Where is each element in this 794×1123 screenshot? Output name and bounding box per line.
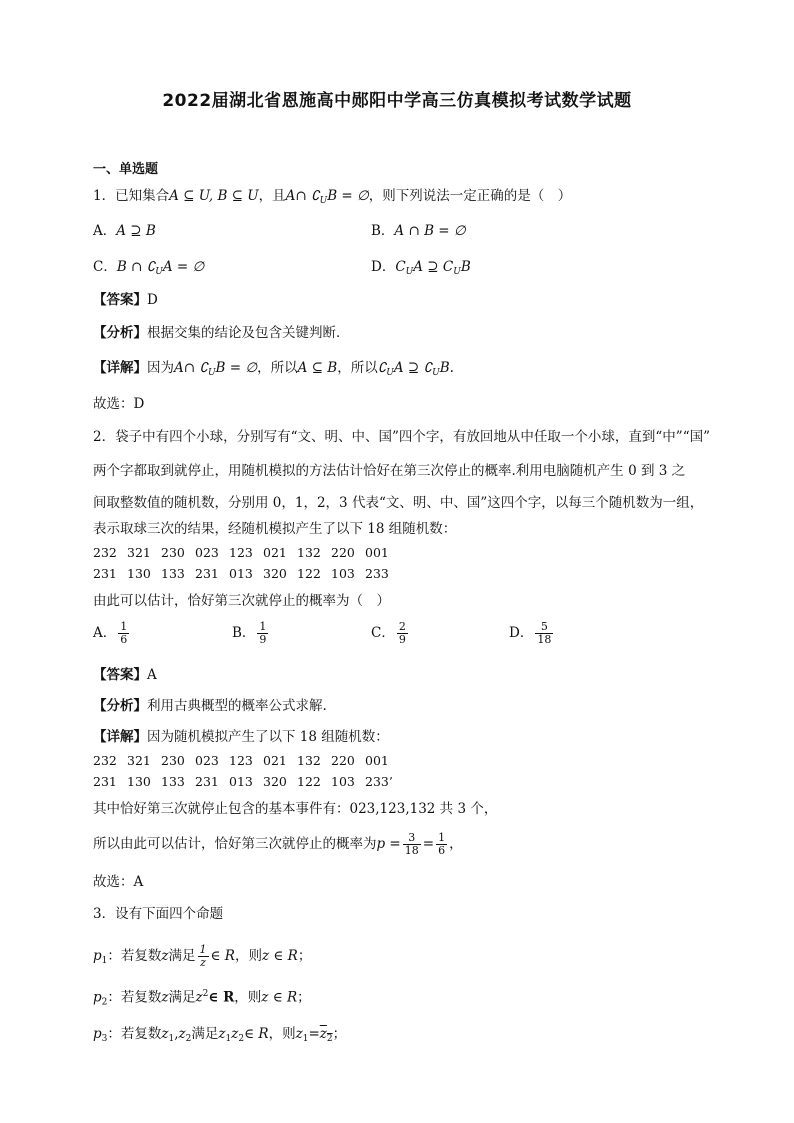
- q2-option-b: B． $\frac{1}{9}$: [232, 620, 267, 646]
- fraction: $\frac{2}{9}$: [398, 620, 406, 646]
- q2-random-row-3: 232 321 230 023 123 021 132 220 001: [93, 753, 389, 768]
- q1-stem: 1．已知集合A ⊆ U, B ⊆ U，且A∩ $∁_UB$ = ∅，则下列说法一定正确的是（ ）: [93, 188, 572, 206]
- q1-detail: 【详解】因为A∩ $∁_UB$ = ∅，所以A ⊆ B，所以$∁_UA$ ⊇ $∁_UB$.: [93, 360, 454, 378]
- fraction: $\frac{5}{18}$: [537, 620, 552, 646]
- q3-proposition-p3: $p_3$：若复数$z_1,z_2$满足$z_1z_2\in$ R，则$z_1=\overline{z}_2$；: [93, 1026, 347, 1044]
- q2-stem-line-3: 间取整数值的随机数，分别用 0，1，2，3 代表“文、明、中、国”这四个字，以每三个随机数为一组，: [93, 495, 704, 511]
- q1-option-d: D．$C_UA$ ⊇ $C_UB$: [371, 259, 471, 277]
- q2-question: 由此可以估计，恰好第三次就停止的概率为（ ）: [93, 593, 390, 609]
- q2-random-row-4: 231 130 133 231 013 320 122 103 233’: [93, 774, 393, 789]
- section-heading: 一、单选题: [93, 162, 159, 177]
- q2-stem-line-2: 两个字都取到就停止，用随机模拟的方法估计恰好在第三次停止的概率.利用电脑随机产生 0 到 3 之: [93, 463, 686, 479]
- fraction: $\frac{3}{18}$: [404, 831, 419, 857]
- q3-stem: 3．设有下面四个命题: [93, 906, 224, 922]
- document-title: 2022届湖北省恩施高中郧阳中学高三仿真模拟考试数学试题: [162, 91, 632, 111]
- q1-answer: 【答案】D: [93, 292, 158, 308]
- q3-proposition-p1: $p_1$：若复数z满足 $\frac{1}{z}$ ∈ R，则z ∈ R；: [93, 943, 312, 969]
- q2-option-d: D． $\frac{5}{18}$: [509, 620, 552, 646]
- fraction: $\frac{1}{6}$: [120, 620, 128, 646]
- q2-option-a: A． $\frac{1}{6}$: [93, 620, 128, 646]
- q2-option-c: C． $\frac{2}{9}$: [371, 620, 406, 646]
- q3-proposition-p2: $p_2$：若复数z满足$z^2\in$ R，则z ∈ R；: [93, 989, 311, 1008]
- q1-option-c: C．B ∩ $∁_UA$ = ∅: [93, 259, 205, 277]
- q2-conclusion: 故选：A: [93, 874, 144, 890]
- q1-option-a: A．A ⊇ B: [93, 223, 156, 239]
- q2-random-row-1: 232 321 230 023 123 021 132 220 001: [93, 545, 389, 560]
- fraction: $\frac{1}{z}$: [199, 943, 207, 969]
- q1-analysis: 【分析】根据交集的结论及包含关键判断．: [93, 325, 350, 341]
- fraction: $\frac{1}{6}$: [438, 831, 446, 857]
- q2-detail: 【详解】因为随机模拟产生了以下 18 组随机数：: [93, 729, 389, 745]
- q1-conclusion: 故选：D: [93, 396, 145, 412]
- q2-basic-events: 其中恰好第三次就停止包含的基本事件有：023,123,132 共 3 个，: [93, 801, 498, 817]
- q2-answer: 【答案】A: [93, 667, 157, 683]
- q2-stem-line-4: 表示取球三次的结果，经随机模拟产生了以下 18 组随机数：: [93, 521, 457, 537]
- q2-random-row-2: 231 130 133 231 013 320 122 103 233: [93, 566, 389, 581]
- q1-option-b: B．A ∩ B = ∅: [371, 223, 466, 239]
- fraction: $\frac{1}{9}$: [259, 620, 267, 646]
- q2-analysis: 【分析】利用古典概型的概率公式求解.: [93, 698, 327, 714]
- q2-stem-line-1: 2．袋子中有四个小球，分别写有“文、明、中、国”四个字，有放回地从中任取一个小球，直到“中”“国”: [93, 429, 710, 445]
- q2-estimate: 所以由此可以估计，恰好第三次就停止的概率为p = $\frac{3}{18}$ = $\frac{1}{6}$ ，: [93, 831, 463, 857]
